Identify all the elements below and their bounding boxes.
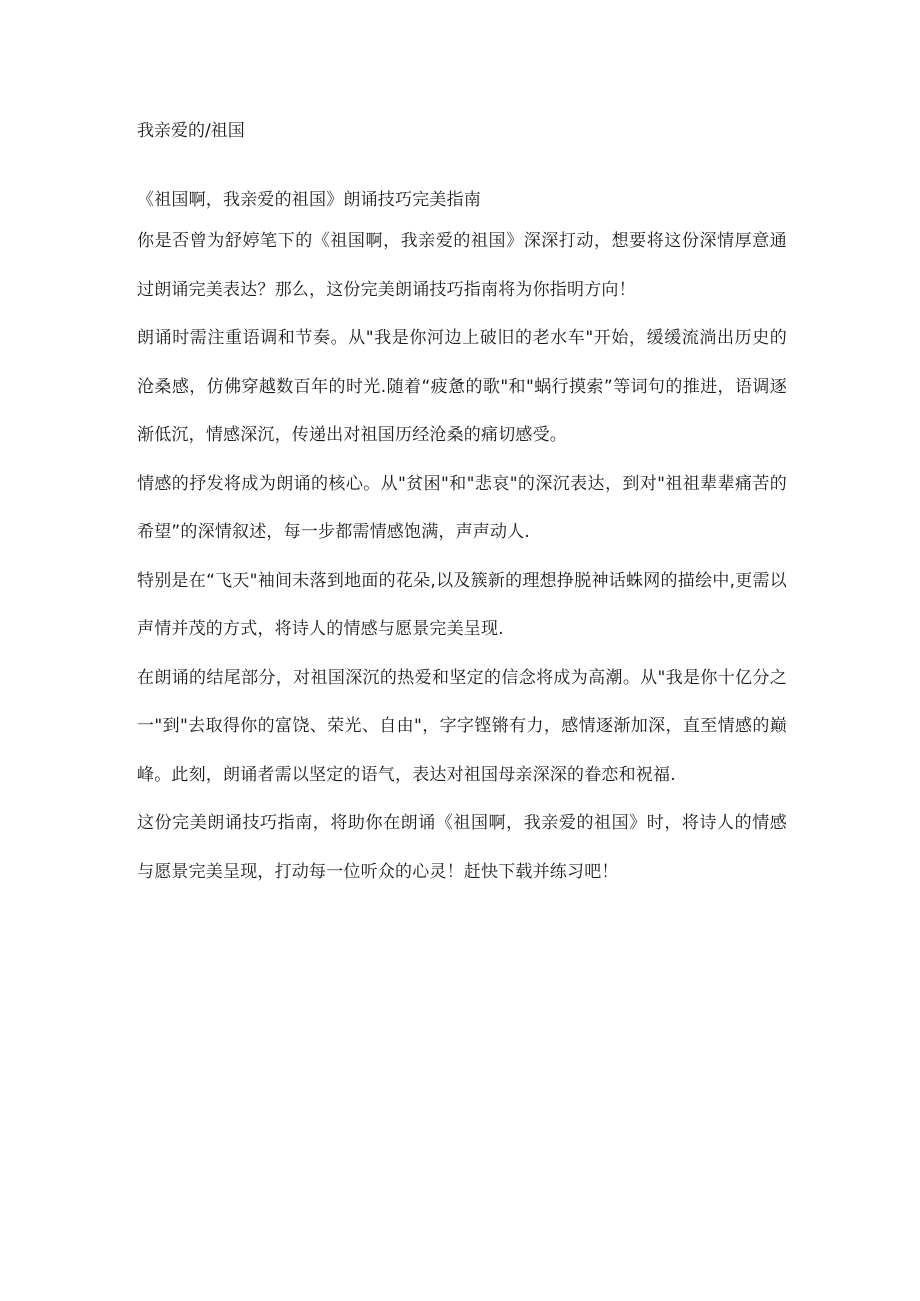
document-subtitle: 《祖国啊，我亲爱的祖国》朗诵技巧完美指南 <box>137 190 481 210</box>
document-body <box>137 183 787 896</box>
paragraph-intro: 你是否曾为舒婷笔下的《祖国啊，我亲爱的祖国》深深打动，想要将这份深情厚意通过朗诵完美表达？那么，这份完美朗诵技巧指南将为你指明方向！ <box>137 231 787 300</box>
paragraph-conclusion: 这份完美朗诵技巧指南，将助你在朗诵《祖国啊，我亲爱的祖国》时，将诗人的情感与愿景完美呈现，打动每一位听众的心灵！赶快下载并练习吧！ <box>137 813 787 882</box>
paragraph-climax: 在朗诵的结尾部分，对祖国深沉的热爱和坚定的信念将成为高潮。从"我是你十亿分之一"到"去取得你的富饶、荣光、自由"，字字铿锵有力，感情逐渐加深，直至情感的巅峰。此刻，朗诵者需以坚定的语气，表达对祖国母亲深深的眷恋和祝福. <box>137 667 787 785</box>
paragraph-tone-rhythm: 朗诵时需注重语调和节奏。从"我是你河边上破旧的老水车"开始，缓缓流淌出历史的沧桑感，仿佛穿越数百年的时光.随着“疲惫的歌"和"蜗行摸索”等词句的推进，语调逐渐低沉，情感深沉，传递出对祖国历经沧桑的痛切感受。 <box>137 328 787 445</box>
paragraph-emotion: 情感的抒发将成为朗诵的核心。从"贫困"和"悲哀"的深沉表达，到对"祖祖辈辈痛苦的希望”的深情叙述，每一步都需情感饱满，声声动人. <box>137 473 787 542</box>
document-title: 我亲爱的/祖国 <box>137 121 245 141</box>
paragraph-feitian: 特别是在“飞天"袖间未落到地面的花朵,以及簇新的理想挣脱神话蛛网的描绘中,更需以声情并茂的方式，将诗人的情感与愿景完美呈现. <box>137 570 787 639</box>
